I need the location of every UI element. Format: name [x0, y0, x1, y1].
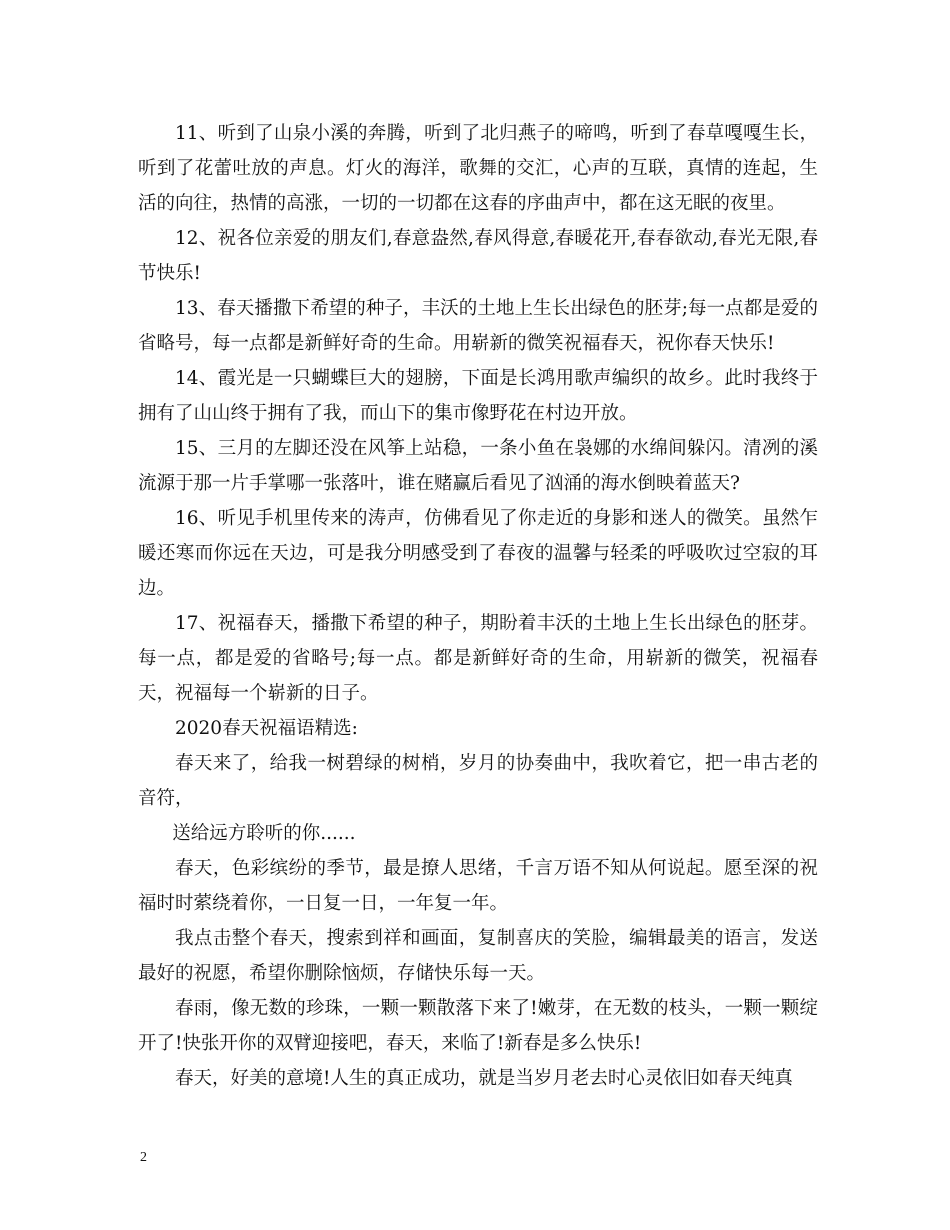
paragraph-colorful-season: 春天，色彩缤纷的季节，最是撩人思绪，千言万语不知从何说起。愿至深的祝福时时萦绕着你，一日复一日，一年复一年。 [138, 858, 818, 914]
section-heading: 2020春天祝福语精选: [175, 718, 358, 739]
paragraph-15: 15、三月的左脚还没在风筝上站稳，一条小鱼在袅娜的水绵间躲闪。清冽的溪流源于那一片手掌哪一张落叶，谁在赌赢后看见了汹涌的海水倒映着蓝天? [138, 438, 818, 494]
document-body [138, 116, 818, 1096]
paragraph-12: 12、祝各位亲爱的朋友们,春意盎然,春风得意,春暖花开,春春欲动,春光无限,春节快乐! [138, 228, 818, 284]
paragraph-11: 11、听到了山泉小溪的奔腾，听到了北归燕子的啼鸣，听到了春草嘎嘎生长，听到了花蕾吐放的声息。灯火的海洋，歌舞的交汇，心声的互联，真情的连起，生活的向往，热情的高涨，一切的一切都在这春的序曲声中，都在这无眠的夜里。 [138, 123, 818, 214]
paragraph-spring-arrives: 春天来了，给我一树碧绿的树梢，岁月的协奏曲中，我吹着它，把一串古老的音符， [138, 753, 818, 809]
paragraph-13: 13、春天播撒下希望的种子，丰沃的土地上生长出绿色的胚芽;每一点都是爱的省略号，每一点都是新鲜好奇的生命。用崭新的微笑祝福春天，祝你春天快乐! [138, 298, 818, 354]
paragraph-spring-rain: 春雨，像无数的珍珠，一颗一颗散落下来了!嫩芽，在无数的枝头，一颗一颗绽开了!快张开你的双臂迎接吧，春天，来临了!新春是多么快乐! [138, 998, 818, 1054]
paragraph-click-spring: 我点击整个春天，搜索到祥和画面，复制喜庆的笑脸，编辑最美的语言，发送最好的祝愿，希望你删除恼烦，存储快乐每一天。 [138, 928, 818, 984]
paragraph-14: 14、霞光是一只蝴蝶巨大的翅膀，下面是长鸿用歌声编织的故乡。此时我终于拥有了山山终于拥有了我，而山下的集市像野花在村边开放。 [138, 368, 818, 424]
paragraph-send-far: 送给远方聆听的你...... [172, 823, 356, 844]
paragraph-17: 17、祝福春天，播撒下希望的种子，期盼着丰沃的土地上生长出绿色的胚芽。每一点，都是爱的省略号;每一点。都是新鲜好奇的生命，用崭新的微笑，祝福春天，祝福每一个崭新的日子。 [138, 613, 818, 704]
paragraph-16: 16、听见手机里传来的涛声，仿佛看见了你走近的身影和迷人的微笑。虽然乍暖还寒而你远在天边，可是我分明感受到了春夜的温馨与轻柔的呼吸吹过空寂的耳边。 [138, 508, 818, 599]
paragraph-beautiful-mood: 春天，好美的意境!人生的真正成功，就是当岁月老去时心灵依旧如春天纯真 [175, 1068, 793, 1089]
page-number: 2 [140, 1150, 147, 1165]
